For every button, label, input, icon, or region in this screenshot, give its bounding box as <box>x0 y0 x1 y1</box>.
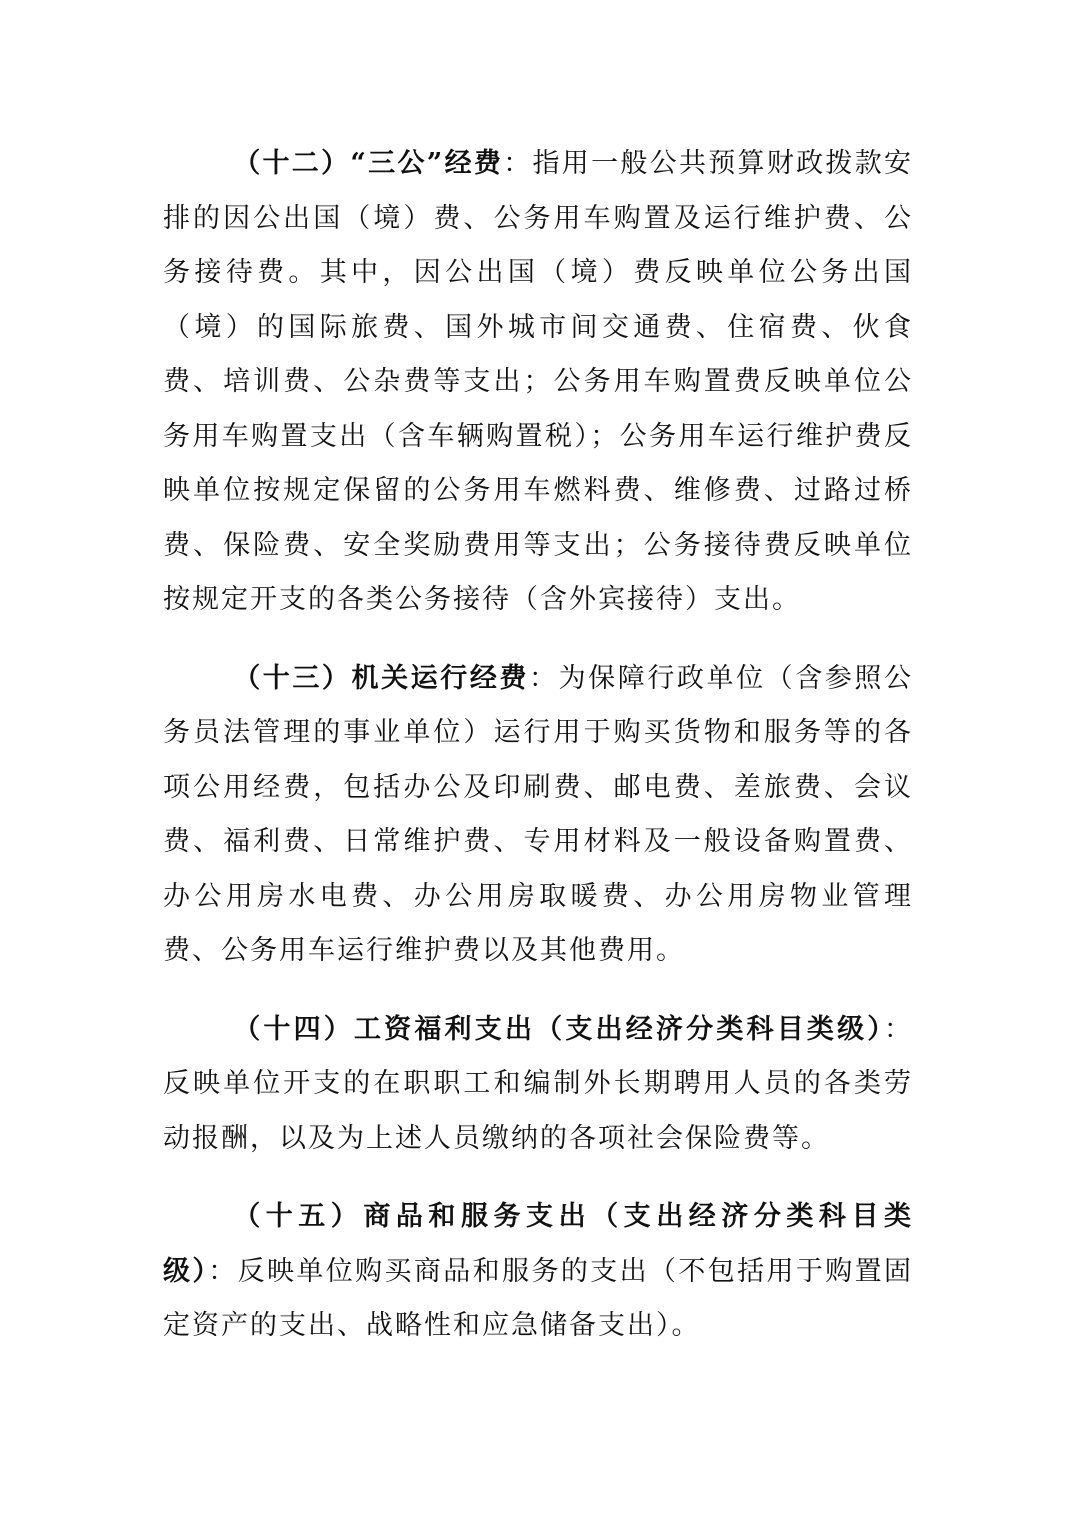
section-12-body: ：指用一般公共预算财政拨款安排的因公出国（境）费、公务用车购置及运行维护费、公务接待费。其中，因公出国（境）费反映单位公务出国（境）的国际旅费、国外城市间交通费、住宿费、伙食费、培训费、公杂费等支出；公务用车购置费反映单位公务用车购置支出（含车辆购置税）；公务用车运行维护费反映单位按规定保留的公务用车燃料费、维修费、过路过桥费、保险费、安全奖励费用等支出；公务接待费反映单位按规定开支的各类公务接待（含外宾接待）支出。 <box>163 148 914 615</box>
section-14-paragraph <box>163 1003 913 1167</box>
section-12-paragraph <box>163 137 913 628</box>
section-13-paragraph <box>163 652 913 979</box>
section-14-heading: （十四）工资福利支出（支出经济分类科目类级） <box>233 1013 884 1045</box>
section-15-paragraph <box>163 1190 913 1354</box>
section-15-heading: （十五）商品和服务支出（支出经济分类科目类级） <box>163 1201 913 1287</box>
section-15-body: ：反映单位购买商品和服务的支出（不包括用于购置固定资产的支出、战略性和应急储备支出）。 <box>163 1255 914 1341</box>
document-page <box>163 137 913 1354</box>
section-13-heading: （十三）机关运行经费 <box>233 662 530 694</box>
section-12-heading: （十二）“三公”经费 <box>233 148 504 179</box>
section-13-body: ：为保障行政单位（含参照公务员法管理的事业单位）运行用于购买货物和服务等的各项公用经费，包括办公及印刷费、邮电费、差旅费、会议费、福利费、日常维护费、专用材料及一般设备购置费、办公用房水电费、办公用房取暖费、办公用房物业管理费、公务用车运行维护费以及其他费用。 <box>163 662 914 966</box>
section-14-body: ：反映单位开支的在职职工和编制外长期聘用人员的各类劳动报酬，以及为上述人员缴纳的各项社会保险费等。 <box>163 1013 913 1154</box>
